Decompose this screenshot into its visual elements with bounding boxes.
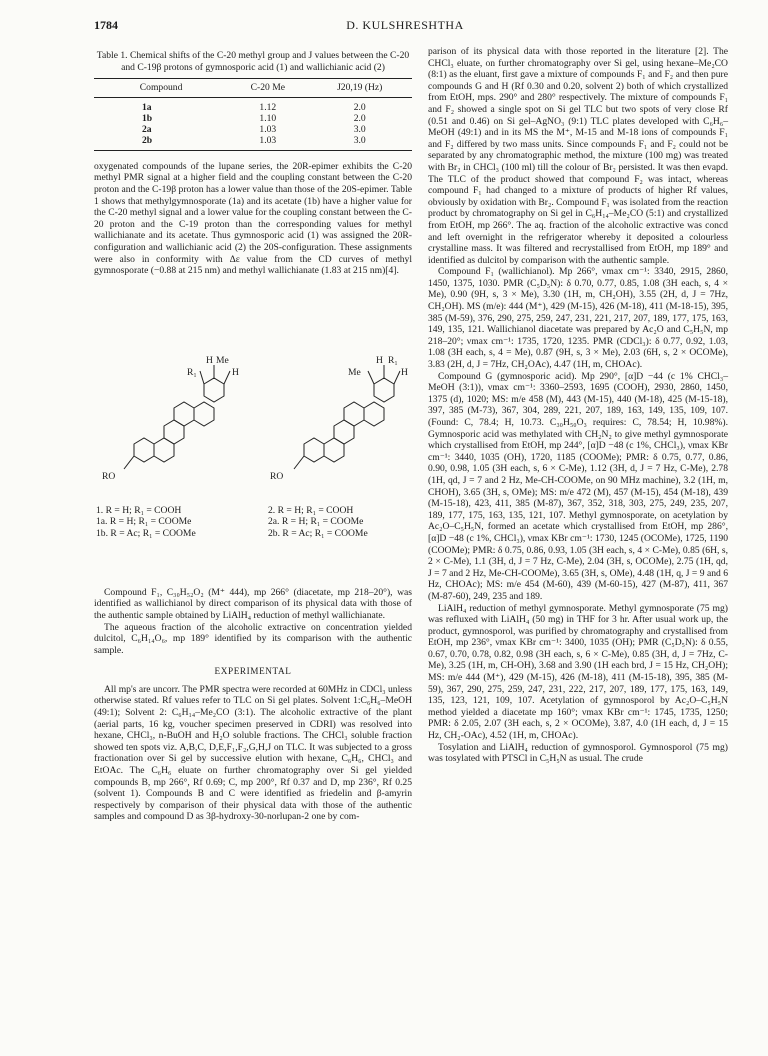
left-column	[94, 46, 412, 823]
structure-2-h2-label: H	[401, 366, 408, 378]
structure-1-ro-label: RO	[102, 470, 116, 482]
structure-1-h-label: H	[206, 354, 213, 366]
body-paragraph: Tosylation and LiAlH₄ reduction of gymnosporol. Gymnosporol (75 mg) was tosylated with PTSCl in C₅H₅N as usual. The crude	[428, 741, 728, 765]
structure-1-skeleton	[124, 365, 230, 469]
table-cell-c20-me: 1.12	[259, 101, 277, 113]
table-row	[94, 135, 412, 151]
table-cell-c20-me: 1.03	[259, 123, 277, 135]
table-cell-j-value: 2.0	[353, 112, 366, 124]
table-header-row	[94, 79, 412, 98]
experimental-paragraph: All mp's are uncorr. The PMR spectra were recorded at 60MHz in CDCl₃ unless otherwise stated. Rf values refer to TLC on Si gel plates. Solvent 1:C₆H₆–MeOH (49:1); Solvent 2: C₆H₁₄–Me₂CO (3:1). The alcoholic extractive of the plant (aerial parts, 16 kg, voucher specimen preserved in CDRI) was resolved into hexane, CHCl₃, n-BuOH and H₂O soluble fractions. The CHCl₃ soluble fraction showed ten spots viz. A,B,C, D,E,F₁,F₂,G,H,J on TLC. It was subjected to a gross fractionation over Si gel by successive elution with hexane, C₆H₆, CHCl₃ and EtOAc. The C₆H₆ eluate on further chromatography over Si gel yielded compounds B, mp 266°, Rf 0.69; C, mp 200°, Rf 0.37 and D, mp 236°, Rf 0.25 (solvent 1). Compounds B and C were identified as friedelin and β-amyrin respectively by comparison of their physical data with those of the authentic samples and compound D as 3β-hydroxy-30-norlupan-2 one by com-	[94, 683, 412, 823]
structure-2-ro-label: RO	[270, 470, 284, 482]
legend-line: 2b. R = Ac; R₁ = COOMe	[268, 527, 368, 539]
table-row	[94, 97, 412, 113]
structure-2-r1-label: R₁	[388, 354, 398, 366]
table-caption: Table 1. Chemical shifts of the C-20 methyl group and J values between the C-20 and C-19β protons of gymnosporic acid (1) and wallichianic acid (2)	[96, 50, 410, 73]
body-paragraph: parison of its physical data with those reported in the literature [2]. The CHCl₃ eluate, on further chromatography over Si gel, using hexane–Me₂CO (8:1) as the eluant, first gave a mixture of compounds F₁ and F₂ and then pure compounds G and H (Rf 0.30 and 0.20, solvent 2) both of which crystallized from EtOH, mps. 290° and 280° respectively. The mixture of compounds F₁ and F₂ showed a single spot on Si gel TLC but two spots of very close Rf (0.51 and 0.46) on Si gel–AgNO₃ (9:1) TLC plates developed with C₆H₆–MeOH (49:1) and in its MS the M⁺, M-15 and M-18 ions of compounds F₁ and F₂ differed by two mass units. Since compounds F₁ and F₂ could not be separated by any chromatographic method, the mixture (100 mg) was treated with Br₂ in CHCl₃ (100 ml) till the colour of Br₂ persisted. It was then evapd. The TLC of the product showed that compound F₂ was intact, whereas compound F₁ had changed to a mixture of products of higher Rf values, obviously by oxidation with Br₂. Compound F₁ was isolated from the reaction product by chromatography on Si gel in C₆H₁₄–Me₂CO (5:1) and crystallized from EtOH, mp 266°. The aq. fraction of the alcoholic extractive was concd and left overnight in the refrigerator whereby it deposited a colourless crystalline mass. It was filtered and recrystallised from EtOH, mp 189° and identified as dulcitol by comparison with the authentic sample.	[428, 46, 728, 266]
table-cell-c20-me: 1.03	[259, 134, 277, 146]
running-author: D. KULSHRESHTHA	[346, 18, 464, 32]
table-header-c20-me: C-20 Me	[250, 82, 285, 94]
body-paragraph: Compound F₁, C₃₀H₅₂O₂ (M⁺ 444), mp 266° (diacetate, mp 218–20°), was identified as wallichianol by direct comparison of its physical data with those of the authentic sample obtained by LiAlH₄ reduction of methyl wallichianate.	[94, 586, 412, 621]
structure-1-legend	[96, 505, 196, 540]
table-header-j-value: J20,19 (Hz)	[337, 82, 383, 94]
right-column	[428, 46, 728, 765]
table-header-compound: Compound	[139, 82, 183, 94]
structure-2-me-label: Me	[348, 366, 361, 378]
table-cell-j-value: 2.0	[353, 101, 366, 113]
structure-1-h2-label: H	[232, 366, 239, 378]
table-cell-j-value: 3.0	[353, 123, 366, 135]
table-cell-compound: 1b	[142, 112, 153, 124]
structure-figure	[94, 283, 412, 579]
legend-line: 1b. R = Ac; R₁ = COOMe	[96, 527, 196, 539]
structure-drawings	[94, 283, 412, 505]
body-paragraph: Compound F₁ (wallichianol). Mp 266°, νmax cm⁻¹: 3340, 2915, 2860, 1450, 1375, 1030. PMR (C₅D₅N): δ 0.70, 0.77, 0.85, 1.08 (3H each, s, 4 × Me), 0.90 (9H, s, 3 × Me), 3.30 (1H, m, CH₂OH), 3.55 (2H, d, J = 7Hz, CH₂OH). MS (m/e): 444 (M⁺), 429 (M-15), 426 (M-18), 411 (M-18-15), 395, 385 (M-59), 376, 290, 275, 259, 247, 231, 221, 217, 207, 189, 177, 175, 163, 149, 135, 121. Wallichianol diacetate was prepared by Ac₂O and C₅H₅N, mp 218–20°; νmax cm⁻¹: 1735, 1720, 1235. PMR (CDCl₃): δ 0.77, 0.92, 1.03, 1.08 (3H each, s, 4 = Me), 0.87 (9H, s, 3 × Me), 2.03 (6H, s, 2 × OCOMe), 3.83 (2H, d, J = 7Hz, CH₂OAc), 4.47 (1H, m, CHOAc).	[428, 266, 728, 371]
structure-1-r1-label: R₁	[187, 366, 197, 378]
body-paragraph: The aqueous fraction of the alcoholic extractive on concentration yielded dulcitol, C₆H₁₄O₆, mp 189° identified by its comparison with the authentic sample.	[94, 621, 412, 656]
structure-1-me-label: Me	[216, 354, 229, 366]
table-cell-compound: 2a	[142, 123, 152, 135]
structure-2-h-label: H	[376, 354, 383, 366]
table-cell-c20-me: 1.10	[259, 112, 277, 124]
experimental-heading: EXPERIMENTAL	[214, 666, 292, 677]
structure-2-skeleton	[294, 365, 400, 469]
running-header	[94, 18, 716, 34]
legend-line: 2. R = H; R₁ = COOH	[268, 504, 354, 516]
body-paragraph: LiAlH₄ reduction of methyl gymnosporate. Methyl gymnosporate (75 mg) was refluxed with LiAlH₄ (50 mg) in THF for 3 hr. After usual work up, the product, gymnosporol, was purified by chromatography and crystallised from EtOH, mp 236°, νmax KBr cm⁻¹: 3400, 1035 (OH); PMR (C₅D₅N): δ 0.55, 0.67, 0.70, 0.78, 0.82, 0.98 (3H each, s, 6 × C-Me), 0.85 (3H, d, J = 7Hz, C-Me), 3.25 (1H, m, CH-OH), 3.68 and 3.90 (1H each brd, J = 15 Hz, CH₂OH); MS: m/e 444 (M⁺), 429 (M-15), 426 (M-18), 411 (M-15-18), 395, 385 (M-59), 367, 290, 275, 259, 247, 231, 222, 217, 207, 189, 177, 175, 163, 149, 135, 123, 121, 109, 107. Acetylation of gymnosporol by Ac₂O–C₅H₅N method yielded a diacetate mp 160°; νmax KBr cm⁻¹: 1745, 1735, 1250; PMR: δ 2.05, 2.07 (3H each, s, 2 × OCOMe), 3.87, 4.0 (1H each, d, J = 15 Hz, CH₂-OAc), 4.52 (1H, m, CHOAc).	[428, 602, 728, 742]
table-cell-compound: 1a	[142, 101, 152, 113]
chemical-shift-table	[94, 78, 412, 151]
table-row	[94, 113, 412, 124]
legend-line: 2a. R = H; R₁ = COOMe	[268, 516, 364, 528]
table-row	[94, 124, 412, 135]
structure-2-legend	[268, 505, 368, 540]
table-cell-compound: 2b	[142, 134, 153, 146]
body-paragraph: oxygenated compounds of the lupane series, the 20R-epimer exhibits the C-20 methyl PMR signal at a higher field and the coupling constant between the C-20 proton and the C-19β proton has a lower value than those of the 20S-epimer. Table 1 shows that methylgymnosporate (1a) and its acetate (1b) have a higher value for the C-20 methyl signal and a lower value for the coupling constant between the C-20 proton and the C-19 proton than the corresponding values for methyl wallichianate and its acetate. Thus gymnosporic acid (1) was assigned the 20R-configuration and wallichianic acid (2) the 20S-configuration. These assignments were also in conformity with Δε value from the CD curves of methyl gymnosporate (−0.88 at 215 nm) and methyl wallichianate (1.83 at 215 nm)[4].	[94, 160, 412, 277]
page-number: 1784	[94, 18, 118, 32]
legend-line: 1. R = H; R₁ = COOH	[96, 504, 182, 516]
legend-line: 1a. R = H; R₁ = COOMe	[96, 516, 192, 528]
body-paragraph: Compound G (gymnosporic acid). Mp 290°, [α]D −44 (c 1% CHCl₃–MeOH (3:1)), νmax cm⁻¹: 3360–2593, 1695 (COOH), 2930, 2860, 1450, 1375 (d), 1020; MS: m/e 458 (M), 443 (M-15), 440 (M-18), 425 (M-15-18), 397, 385 (M-73), 367, 304, 289, 221, 207, 189, 163, 149, 135, 109, 107. (Found: C, 78.4; H, 10.73. C₃₀H₅₀O₃ requires: C, 78.54; H, 10.98%). Gymnosporic acid was methylated with CH₂N₂ to give methyl gymnosporate which crystallised from EtOH, mp 244°, [α]D −48 (c 1%, CHCl₃), νmax KBr cm⁻¹: 3440, 1035 (OH), 1720, 1185 (COOMe); PMR: δ 0.75, 0.77, 0.86, 0.90, 0.98, 1.05 (3H each, s, 6 × C-Me), 1.12 (3H, d, J = 7 Hz, C-Me), 2.78 (1H, qd, J = 7 and 2 Hz, Me-CH-COOMe, on 90 MHz machine), 3.2 (1H, m, CHOH), 3.65 (3H, s, OMe); MS: m/e 472 (M), 457 (M-15), 454 (M-18), 439 (M-15-18), 423, 411, 385 (M-87), 367, 352, 318, 303, 275, 249, 235, 207, 189, 177, 175, 163, 135, 121, 107. Methyl gymnosporate, on acetylation by Ac₂O–C₅H₅N, formed an acetate which crystallised from EtOH, mp 286°, [α]D −48 (c 1%, CHCl₃), νmax KBr cm⁻¹: 1730, 1245 (OCOMe), 1725, 1190 (COOMe); PMR: δ 0.75, 0.86, 0.93, 1.05 (3H each, s, 4 × C-Me), 0.85 (6H, s, 2 × C-Me), 1.1 (3H, d, J = 7 Hz, C-Me), 2.04 (3H, s, OCOMe), 2.75 (1H, qd, J = 7 and 2 Hz, Me-CH-COOMe), 3.65 (3H, s, OMe), 4.48 (1H, q, J = 9 and 6 Hz, CHOAc); MS: m/e 454 (M-60), 439 (M-60-15), 427 (M-87), 411, 367 (M-87-60), 249, 235 and 189.	[428, 370, 728, 602]
table-cell-j-value: 3.0	[353, 134, 366, 146]
